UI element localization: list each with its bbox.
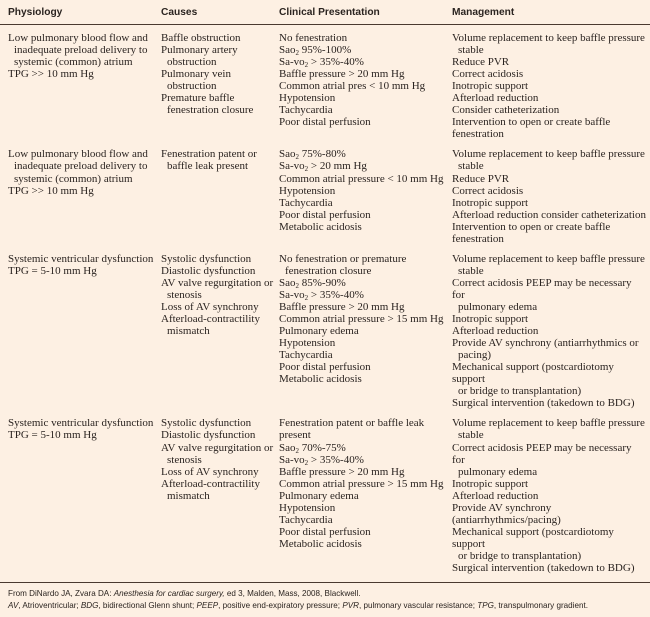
cell-line: systemic (common) atrium <box>14 172 133 185</box>
cell-line: Tachycardia <box>279 513 333 526</box>
cell-physiology <box>8 253 161 410</box>
cell-line: stenosis <box>167 453 202 466</box>
cell-line: Pulmonary artery <box>161 44 238 57</box>
cell-line: Systemic ventricular dysfunction <box>8 417 154 430</box>
cell-line: pulmonary edema <box>458 465 538 478</box>
cell-line: Afterload reduction <box>452 489 539 502</box>
cell-line: Common atrial pressure > 15 mm Hg <box>279 313 444 326</box>
cell-line: Fenestration patent or baffle leak present <box>279 417 425 442</box>
subscript-2: 2 <box>295 153 299 162</box>
cell-physiology <box>8 32 161 140</box>
cell-causes <box>161 253 279 410</box>
cell-line: Sao$_2$ 75%-80% <box>279 148 346 162</box>
cell-line: Hypotension <box>279 501 336 514</box>
cell-line: Volume replacement to keep baffle pressure <box>452 148 645 161</box>
table-header-row <box>0 0 650 25</box>
abbreviation-term: PVR <box>342 600 359 610</box>
cell-line: Common atrial pressure > 15 mm Hg <box>279 477 444 490</box>
abbreviation-term: TPG <box>477 600 494 610</box>
subscript-2: 2 <box>304 61 309 70</box>
cell-line: obstruction <box>167 80 217 93</box>
cell-line: Sao$_2$ 95%-100% <box>279 44 352 58</box>
cell-line: Surgical intervention (takedown to BDG) <box>452 561 635 574</box>
cell-line: Inotropic support <box>452 80 529 93</box>
cell-line: Afterload reduction <box>452 325 539 338</box>
cell-causes <box>161 148 279 244</box>
cell-line: Tachycardia <box>279 196 333 209</box>
cell-line: baffle leak present <box>167 160 249 173</box>
cell-line: Low pulmonary blood flow and <box>8 148 148 161</box>
cell-physiology <box>8 148 161 244</box>
cell-clinical <box>279 253 452 410</box>
cell-line: Volume replacement to keep baffle pressure <box>452 417 645 430</box>
cell-line: pacing) <box>458 349 491 362</box>
abbreviations-note <box>8 600 650 612</box>
abbreviation-term: BDG <box>80 600 99 610</box>
table-row <box>0 253 650 410</box>
cell-line: pulmonary edema <box>458 300 538 313</box>
cell-line: Sao$_2$ 70%-75% <box>279 441 346 455</box>
cell-line: TPG = 5-10 mm Hg <box>8 264 97 277</box>
cell-line: Correct acidosis <box>452 184 524 197</box>
cell-line: Afterload-contractility <box>161 313 260 326</box>
cell-line: stenosis <box>167 288 202 301</box>
cell-causes <box>161 417 279 574</box>
cell-line: Common atrial pressure < 10 mm Hg <box>279 172 444 185</box>
cell-line: Premature baffle <box>161 92 235 105</box>
cell-line: Intervention to open or create baffle fenestration <box>452 220 611 245</box>
cell-line: No fenestration or premature <box>279 252 407 265</box>
cell-line: Loss of AV synchrony <box>161 465 259 478</box>
cell-line: $Sa-vo_2 > 35\%-40\%$ <box>279 453 364 467</box>
cell-line: Hypotension <box>279 337 336 350</box>
cell-management <box>452 417 650 574</box>
cell-line: stable <box>458 264 484 277</box>
cell-line: Pulmonary edema <box>279 325 359 338</box>
cell-physiology <box>8 417 161 574</box>
table-footnotes <box>0 583 650 617</box>
cell-line: Tachycardia <box>279 349 333 362</box>
cell-line: Volume replacement to keep baffle pressure <box>452 252 645 265</box>
abbreviation-definition: , bidirectional Glenn shunt; <box>98 600 197 610</box>
cell-line: inadequate preload delivery to <box>14 160 148 173</box>
cell-management <box>452 253 650 410</box>
cell-line: Metabolic acidosis <box>279 537 362 550</box>
cell-line: Correct acidosis <box>452 68 524 81</box>
cell-line: Intervention to open or create baffle fenestration <box>452 116 611 141</box>
cell-line: or bridge to transplantation) <box>458 549 582 562</box>
cell-line: $Sa-vo_2 > 35\%-40\%$ <box>279 288 364 302</box>
cell-line: Metabolic acidosis <box>279 220 362 233</box>
subscript-2: 2 <box>295 281 299 290</box>
cell-line: Metabolic acidosis <box>279 373 362 386</box>
cell-line: inadequate preload delivery to <box>14 44 148 57</box>
cell-line: Loss of AV synchrony <box>161 300 259 313</box>
cell-line: Inotropic support <box>452 196 529 209</box>
cell-line: Fenestration patent or <box>161 148 257 161</box>
cell-line: Pulmonary vein <box>161 68 231 81</box>
cell-line: Pulmonary edema <box>279 489 359 502</box>
cell-line: Diastolic dysfunction <box>161 264 256 277</box>
cell-line: Reduce PVR <box>452 56 510 69</box>
cell-line: Provide AV synchrony (antiarrhythmics/pacing) <box>452 501 561 526</box>
table-row <box>0 32 650 140</box>
cell-line: Afterload reduction <box>452 92 539 105</box>
cell-line: Baffle pressure > 20 mm Hg <box>279 68 405 81</box>
cell-line: Poor distal perfusion <box>279 525 371 538</box>
subscript-2: 2 <box>304 293 309 302</box>
cell-management <box>452 32 650 140</box>
subscript-2: 2 <box>295 49 299 58</box>
source-suffix: ed 3, Malden, Mass, 2008, Blackwell. <box>224 589 361 599</box>
cell-line: $Sa-vo_2 > 20$ mm Hg <box>279 160 367 174</box>
cell-line: mismatch <box>167 489 210 502</box>
table-row <box>0 148 650 244</box>
cell-line: Mechanical support (postcardiotomy support <box>452 525 614 550</box>
source-title: Anesthesia for cardiac surgery, <box>113 589 225 599</box>
cell-line: Hypotension <box>279 184 336 197</box>
cell-line: Low pulmonary blood flow and <box>8 32 148 44</box>
cell-line: Systolic dysfunction <box>161 252 252 265</box>
cell-line: systemic (common) atrium <box>14 56 133 69</box>
abbreviation-definition: , Atrioventricular; <box>18 600 81 610</box>
cell-line: fenestration closure <box>167 104 254 117</box>
cell-line: Consider catheterization <box>452 104 560 117</box>
cell-line: $Sa-vo_2 > 35\%-40\%$ <box>279 56 364 70</box>
cell-line: obstruction <box>167 56 217 69</box>
header-physiology: Physiology <box>8 7 63 18</box>
cell-line: No fenestration <box>279 32 348 44</box>
cell-line: stable <box>458 44 484 57</box>
subscript-2: 2 <box>295 446 299 455</box>
cell-line: Systemic ventricular dysfunction <box>8 252 154 265</box>
cell-line: AV valve regurgitation or <box>161 441 274 454</box>
cell-line: Diastolic dysfunction <box>161 429 256 442</box>
cell-line: Volume replacement to keep baffle pressure <box>452 32 645 44</box>
cell-line: Afterload reduction consider catheterization <box>452 208 646 221</box>
cell-line: or bridge to transplantation) <box>458 385 582 398</box>
cell-line: Surgical intervention (takedown to BDG) <box>452 397 635 410</box>
abbreviation-term: AV <box>8 600 19 610</box>
cell-line: Mechanical support (postcardiotomy support <box>452 361 614 386</box>
cell-line: AV valve regurgitation or <box>161 276 274 289</box>
cell-line: mismatch <box>167 325 210 338</box>
cell-clinical <box>279 32 452 140</box>
cell-causes <box>161 32 279 140</box>
cell-line: Systolic dysfunction <box>161 417 252 430</box>
cell-line: Provide AV synchrony (antiarrhythmics or <box>452 337 639 350</box>
cell-line: Poor distal perfusion <box>279 208 371 221</box>
cell-line: Correct acidosis PEEP may be necessary for <box>452 441 632 466</box>
cell-line: stable <box>458 160 484 173</box>
cell-line: Inotropic support <box>452 477 529 490</box>
cell-line: Baffle pressure > 20 mm Hg <box>279 465 405 478</box>
subscript-2: 2 <box>304 165 309 174</box>
abbreviation-term: PEEP <box>196 600 219 610</box>
abbreviation-definition: , pulmonary vascular resistance; <box>358 600 478 610</box>
cell-line: stable <box>458 429 484 442</box>
table-row <box>0 417 650 574</box>
subscript-2: 2 <box>304 458 309 467</box>
cell-line: fenestration closure <box>285 264 372 277</box>
cell-line: Baffle pressure > 20 mm Hg <box>279 300 405 313</box>
cell-line: Sao$_2$ 85%-90% <box>279 276 346 290</box>
source-note <box>8 588 650 600</box>
table-body <box>0 25 650 574</box>
cell-line: Poor distal perfusion <box>279 361 371 374</box>
cell-line: Baffle obstruction <box>161 32 241 44</box>
header-clinical-presentation: Clinical Presentation <box>279 7 380 18</box>
cell-clinical <box>279 148 452 244</box>
header-causes: Causes <box>161 7 198 18</box>
header-management: Management <box>452 7 515 18</box>
abbreviation-definition: , transpulmonary gradient. <box>493 600 588 610</box>
cell-line: Poor distal perfusion <box>279 116 371 129</box>
cell-line: Common atrial pres < 10 mm Hg <box>279 80 426 93</box>
cell-line: Correct acidosis PEEP may be necessary for <box>452 276 632 301</box>
abbreviation-definition: , positive end-expiratory pressure; <box>218 600 343 610</box>
cell-line: Reduce PVR <box>452 172 510 185</box>
cell-line: Tachycardia <box>279 104 333 117</box>
cell-line: TPG >> 10 mm Hg <box>8 184 94 197</box>
cell-line: Afterload-contractility <box>161 477 260 490</box>
source-prefix: From DiNardo JA, Zvara DA: <box>8 589 114 599</box>
cell-clinical <box>279 417 452 574</box>
cell-line: Inotropic support <box>452 313 529 326</box>
cell-line: Hypotension <box>279 92 336 105</box>
cell-line: TPG >> 10 mm Hg <box>8 68 94 81</box>
cell-management <box>452 148 650 244</box>
cell-line: TPG = 5-10 mm Hg <box>8 429 97 442</box>
